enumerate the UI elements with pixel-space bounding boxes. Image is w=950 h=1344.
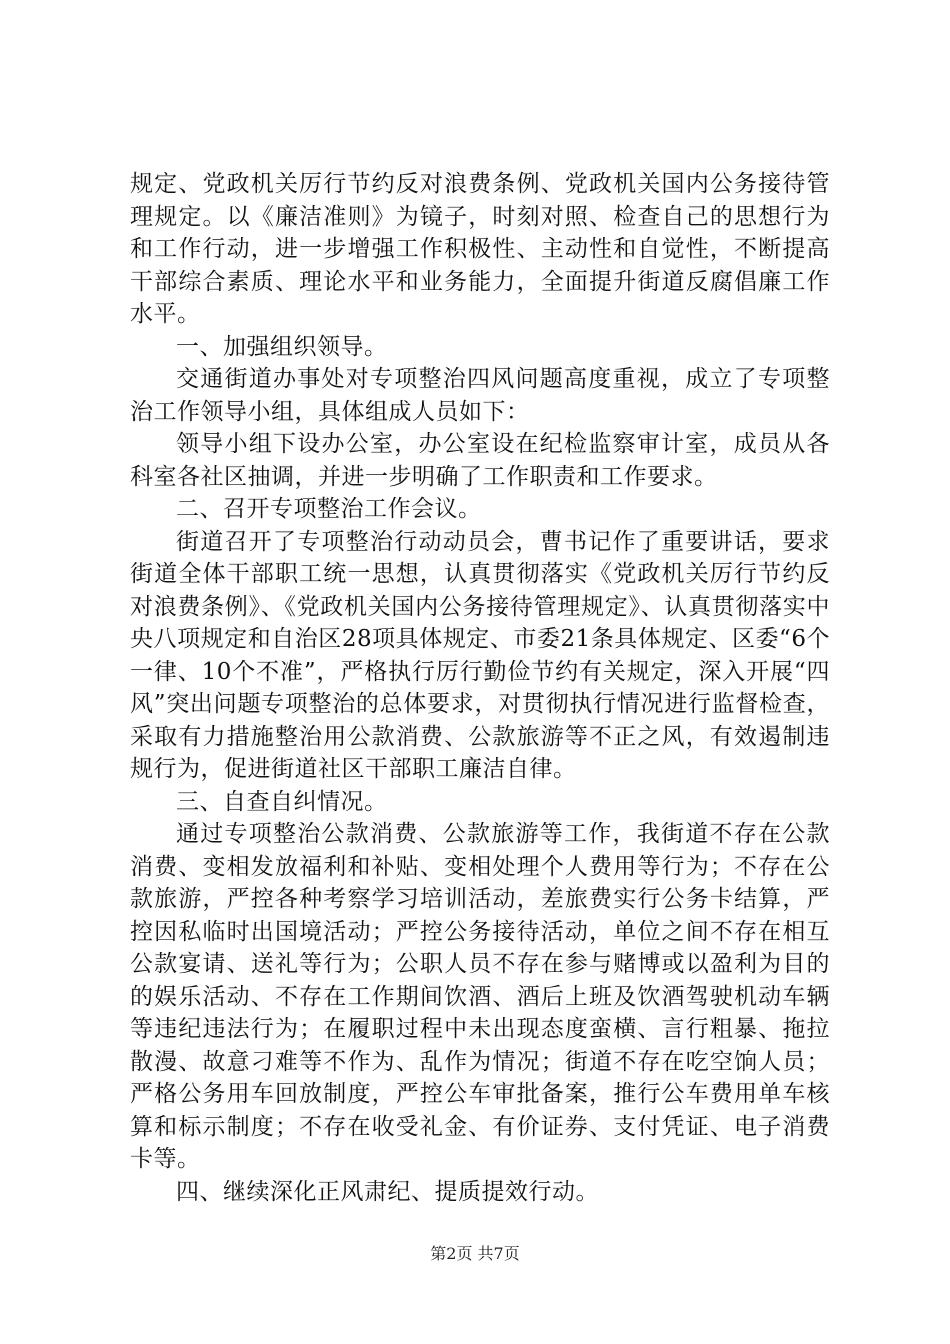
page-number-footer: 第2页 共7页	[430, 1244, 520, 1263]
section-heading: 四、继续深化正风肃纪、提质提效行动。	[176, 1178, 599, 1205]
paragraph: 领导小组下设办公室，办公室设在纪检监察审计室，成员从各科室各社区抽调，并进一步明确了工作职责和工作要求。	[130, 431, 830, 490]
section-heading: 二、召开专项整治工作会议。	[176, 496, 482, 522]
document-body	[130, 168, 830, 1208]
paragraph: 规定、党政机关厉行节约反对浪费条例、党政机关国内公务接待管理规定。以《廉洁准则》为镜子，时刻对照、检查自己的思想行为和工作行动，进一步增强工作积极性、主动性和自觉性，不断提高干部综合素质、理论水平和业务能力，全面提升街道反腐倡廉工作水平。	[130, 171, 830, 327]
paragraph: 街道召开了专项整治行动动员会，曹书记作了重要讲话，要求街道全体干部职工统一思想，认真贯彻落实《党政机关厉行节约反对浪费条例》、《党政机关国内公务接待管理规定》、认真贯彻落实中央八项规定和自治区28项具体规定、市委21条具体规定、区委“6个一律、10个不准”，严格执行厉行勤俭节约有关规定，深入开展“四风”突出问题专项整治的总体要求，对贯彻执行情况进行监督检查，采取有力措施整治用公款消费、公款旅游等不正之风，有效遏制违规行为，促进街道社区干部职工廉洁自律。	[130, 528, 830, 782]
section-heading: 三、自查自纠情况。	[176, 788, 388, 815]
paragraph: 交通街道办事处对专项整治四风问题高度重视，成立了专项整治工作领导小组，具体组成人员如下：	[130, 366, 830, 425]
paragraph: 通过专项整治公款消费、公款旅游等工作，我街道不存在公款消费、变相发放福利和补贴、变相处理个人费用等行为；不存在公款旅游，严控各种考察学习培训活动，差旅费实行公务卡结算，严控因私临时出国境活动；严控公务接待活动，单位之间不存在相互公款宴请、送礼等行为；公职人员不存在参与赌博或以盈利为目的的娱乐活动、不存在工作期间饮酒、酒后上班及饮酒驾驶机动车辆等违纪违法行为；在履职过程中未出现态度蛮横、言行粗暴、拖拉散漫、故意刁难等不作为、乱作为情况；街道不存在吃空饷人员；严格公务用车回放制度，严控公车审批备案，推行公车费用单车核算和标示制度；不存在收受礼金、有价证券、支付凭证、电子消费卡等。	[130, 821, 830, 1172]
section-heading: 一、加强组织领导。	[176, 333, 388, 360]
